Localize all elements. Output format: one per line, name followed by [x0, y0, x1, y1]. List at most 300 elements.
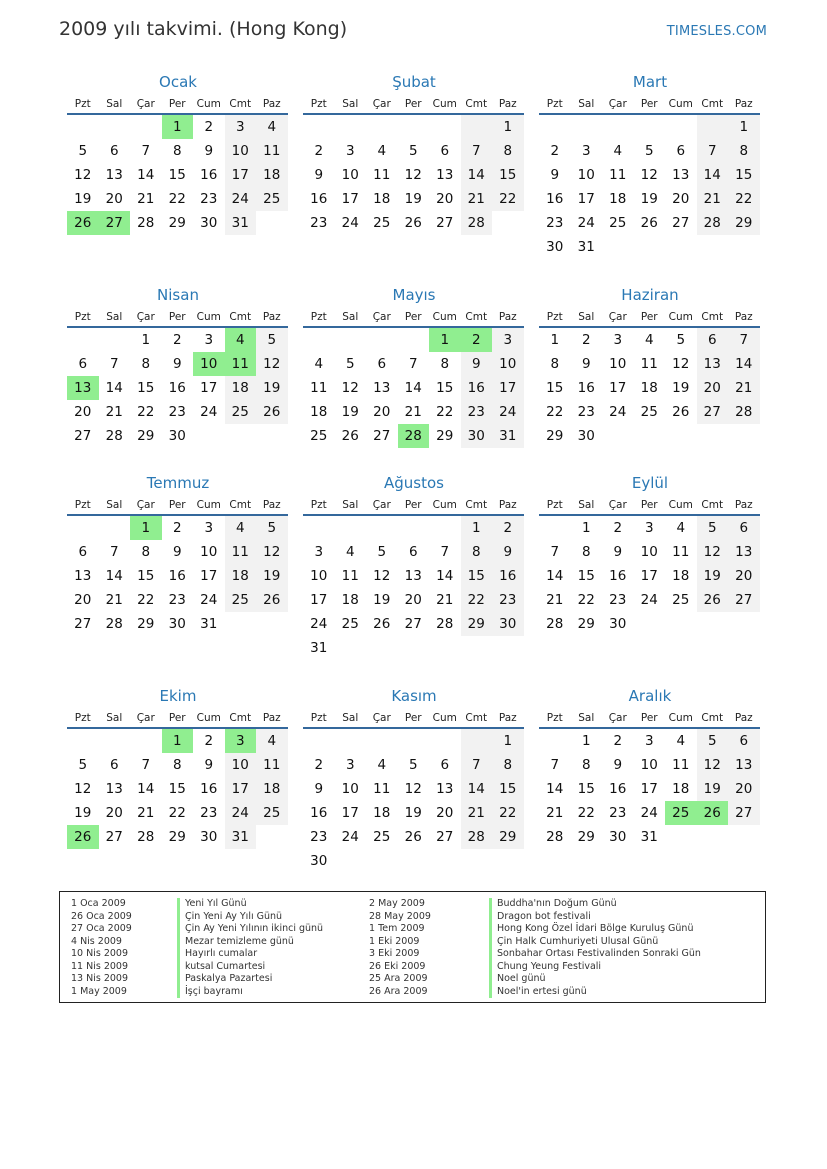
- day-cell: 25: [373, 215, 391, 231]
- legend-dates-col-1: [71, 898, 132, 998]
- day-cell: 30: [546, 239, 564, 255]
- legend-date: 4 Nis 2009: [71, 935, 122, 947]
- day-cell: 27: [74, 428, 92, 444]
- weekday-label: Sal: [106, 311, 123, 323]
- day-cell: 3: [644, 520, 654, 536]
- weekday-label: Per: [640, 311, 658, 323]
- day-cell: 7: [141, 757, 151, 773]
- day-grid: [303, 115, 524, 235]
- day-cell: 26: [404, 829, 422, 845]
- day-cell: 4: [676, 733, 686, 749]
- legend-date: 26 Oca 2009: [71, 910, 132, 922]
- day-cell: 1: [581, 520, 591, 536]
- day-cell: 1: [550, 332, 560, 348]
- day-cell: 24: [640, 805, 658, 821]
- month-3: [539, 71, 760, 259]
- day-cell: 18: [373, 191, 391, 207]
- day-cell: 27: [436, 215, 454, 231]
- empty-day-cell: [461, 729, 493, 753]
- weekday-label: Per: [640, 98, 658, 110]
- day-grid: [67, 328, 288, 448]
- day-cell: 15: [168, 167, 186, 183]
- month-1: [67, 71, 288, 235]
- day-cell: 26: [256, 588, 288, 612]
- legend-holiday-name: Sonbahar Ortası Festivalinden Sonraki Gün: [489, 948, 701, 961]
- day-cell: 23: [609, 805, 627, 821]
- day-cell: 3: [613, 332, 623, 348]
- weekday-label: Çar: [608, 311, 627, 323]
- weekday-label: Cmt: [229, 311, 252, 323]
- day-cell: 23: [492, 588, 524, 612]
- weekday-label: Paz: [734, 98, 753, 110]
- day-cell: 26: [373, 616, 391, 632]
- weekday-label: Pzt: [310, 499, 327, 511]
- day-grid: [539, 115, 760, 259]
- weekday-label: Paz: [734, 499, 753, 511]
- day-cell: 5: [408, 143, 418, 159]
- day-cell: 4: [345, 544, 355, 560]
- day-cell: 18: [225, 564, 257, 588]
- weekday-label: Per: [640, 499, 658, 511]
- day-cell: 31: [225, 211, 257, 235]
- day-cell: 19: [697, 777, 729, 801]
- day-cell: 12: [74, 781, 92, 797]
- day-cell: 12: [640, 167, 658, 183]
- day-cell: 28: [137, 215, 155, 231]
- day-cell: 7: [550, 757, 560, 773]
- day-cell: 5: [345, 356, 355, 372]
- day-cell: 29: [168, 215, 186, 231]
- day-cell: 19: [256, 376, 288, 400]
- holiday-day-cell: 25: [665, 801, 697, 825]
- day-cell: 20: [728, 564, 760, 588]
- legend-holiday-name: Yeni Yıl Günü: [177, 898, 323, 911]
- month-2: [303, 71, 524, 235]
- day-cell: 13: [404, 568, 422, 584]
- day-cell: 14: [546, 568, 564, 584]
- month-name: Haziran: [621, 286, 679, 304]
- weekday-label: Paz: [262, 712, 281, 724]
- holiday-day-cell: 4: [225, 328, 257, 352]
- empty-day-cell: [634, 115, 666, 139]
- day-cell: 14: [105, 380, 123, 396]
- day-cell: 15: [461, 564, 493, 588]
- day-cell: 3: [345, 143, 355, 159]
- empty-day-cell: [99, 729, 131, 753]
- weekday-label: Sal: [578, 712, 595, 724]
- legend-holiday-name: İşçi bayramı: [177, 986, 323, 999]
- day-cell: 8: [172, 143, 182, 159]
- site-link[interactable]: TIMESLES.COM: [666, 24, 767, 39]
- day-cell: 25: [225, 588, 257, 612]
- weekday-label: Paz: [734, 311, 753, 323]
- month-name: Aralık: [628, 687, 672, 705]
- empty-day-cell: [697, 115, 729, 139]
- day-cell: 19: [341, 404, 359, 420]
- day-cell: 15: [492, 163, 524, 187]
- day-cell: 29: [546, 428, 564, 444]
- empty-day-cell: [602, 115, 634, 139]
- day-cell: 31: [577, 239, 595, 255]
- day-cell: 15: [137, 568, 155, 584]
- day-cell: 10: [640, 544, 658, 560]
- day-cell: 13: [105, 167, 123, 183]
- weekday-header: [67, 707, 288, 729]
- day-cell: 5: [256, 516, 288, 540]
- weekday-label: Sal: [342, 712, 359, 724]
- empty-day-cell: [99, 516, 131, 540]
- day-cell: 24: [341, 829, 359, 845]
- day-cell: 2: [204, 119, 214, 135]
- day-cell: 15: [168, 781, 186, 797]
- day-cell: 21: [546, 805, 564, 821]
- day-cell: 7: [550, 544, 560, 560]
- day-cell: 7: [728, 328, 760, 352]
- day-cell: 8: [141, 356, 151, 372]
- legend-holiday-name: Chung Yeung Festivali: [489, 961, 701, 974]
- day-cell: 12: [697, 753, 729, 777]
- day-cell: 27: [74, 616, 92, 632]
- day-cell: 13: [74, 568, 92, 584]
- legend-holiday-name: Mezar temizleme günü: [177, 936, 323, 949]
- day-cell: 13: [728, 753, 760, 777]
- day-cell: 16: [577, 380, 595, 396]
- day-cell: 11: [310, 380, 328, 396]
- legend-date: 28 May 2009: [369, 910, 431, 922]
- day-cell: 20: [74, 404, 92, 420]
- day-grid: [67, 115, 288, 235]
- day-cell: 22: [137, 404, 155, 420]
- legend-date: 1 Tem 2009: [369, 923, 425, 934]
- day-cell: 27: [373, 428, 391, 444]
- holiday-day-cell: 3: [225, 729, 257, 753]
- day-cell: 31: [310, 640, 328, 656]
- weekday-header: [539, 494, 760, 516]
- day-cell: 24: [609, 404, 627, 420]
- weekday-label: Cum: [668, 499, 693, 511]
- empty-day-cell: [99, 328, 131, 352]
- day-cell: 29: [436, 428, 454, 444]
- day-cell: 24: [492, 400, 524, 424]
- weekday-label: Cmt: [229, 712, 252, 724]
- month-name: Kasım: [391, 687, 437, 705]
- legend-date: 13 Nis 2009: [71, 973, 128, 984]
- holiday-day-cell: 28: [398, 424, 430, 448]
- day-cell: 28: [546, 616, 564, 632]
- weekday-label: Pzt: [74, 311, 91, 323]
- weekday-label: Cmt: [701, 499, 724, 511]
- day-cell: 21: [697, 187, 729, 211]
- empty-day-cell: [429, 729, 461, 753]
- empty-day-cell: [335, 115, 367, 139]
- month-6: [539, 284, 760, 448]
- holiday-day-cell: 26: [697, 801, 729, 825]
- day-cell: 19: [404, 805, 422, 821]
- day-cell: 21: [728, 376, 760, 400]
- day-cell: 17: [200, 568, 218, 584]
- day-cell: 24: [640, 592, 658, 608]
- empty-day-cell: [335, 729, 367, 753]
- day-cell: 14: [105, 568, 123, 584]
- day-cell: 17: [577, 191, 595, 207]
- day-cell: 10: [310, 568, 328, 584]
- day-cell: 21: [436, 592, 454, 608]
- day-cell: 15: [577, 781, 595, 797]
- day-cell: 12: [341, 380, 359, 396]
- day-cell: 1: [581, 733, 591, 749]
- weekday-label: Paz: [498, 712, 517, 724]
- month-5: [303, 284, 524, 448]
- weekday-label: Cum: [432, 98, 457, 110]
- weekday-label: Sal: [578, 499, 595, 511]
- day-cell: 14: [404, 380, 422, 396]
- day-cell: 25: [225, 400, 257, 424]
- day-cell: 14: [461, 777, 493, 801]
- month-name: Mart: [632, 73, 668, 91]
- day-cell: 20: [436, 191, 454, 207]
- day-cell: 23: [200, 805, 218, 821]
- legend-date: 1 Oca 2009: [71, 898, 126, 909]
- legend-holiday-name: Çin Ay Yeni Yılının ikinci günü: [177, 923, 323, 936]
- day-cell: 8: [550, 356, 560, 372]
- day-cell: 27: [105, 829, 123, 845]
- day-cell: 27: [728, 801, 760, 825]
- weekday-header: [67, 306, 288, 328]
- weekday-label: Per: [404, 712, 422, 724]
- legend-dates-col-2: [369, 898, 431, 998]
- day-cell: 19: [74, 805, 92, 821]
- weekday-label: Cum: [432, 311, 457, 323]
- legend-date: 1 Eki 2009: [369, 935, 420, 947]
- holiday-day-cell: 2: [461, 328, 493, 352]
- day-cell: 1: [492, 729, 524, 753]
- day-cell: 8: [492, 753, 524, 777]
- day-cell: 5: [697, 729, 729, 753]
- day-cell: 31: [492, 424, 524, 448]
- weekday-header: [539, 707, 760, 729]
- day-cell: 19: [640, 191, 658, 207]
- legend-holiday-name: Noel'in ertesi günü: [489, 986, 701, 999]
- day-cell: 20: [436, 805, 454, 821]
- day-cell: 23: [609, 592, 627, 608]
- day-cell: 29: [137, 616, 155, 632]
- weekday-label: Pzt: [74, 712, 91, 724]
- day-cell: 1: [728, 115, 760, 139]
- legend-holiday-name: Hong Kong Özel İdari Bölge Kuruluş Günü: [489, 923, 701, 936]
- day-cell: 9: [550, 167, 560, 183]
- empty-day-cell: [398, 328, 430, 352]
- day-cell: 9: [613, 544, 623, 560]
- day-cell: 26: [404, 215, 422, 231]
- day-cell: 18: [672, 781, 690, 797]
- day-cell: 3: [314, 544, 324, 560]
- day-cell: 13: [672, 167, 690, 183]
- day-cell: 15: [492, 777, 524, 801]
- weekday-label: Cum: [196, 712, 221, 724]
- day-cell: 20: [404, 592, 422, 608]
- day-cell: 30: [200, 829, 218, 845]
- empty-day-cell: [67, 328, 99, 352]
- day-cell: 24: [310, 616, 328, 632]
- day-cell: 30: [492, 612, 524, 636]
- empty-day-cell: [366, 516, 398, 540]
- day-cell: 7: [461, 753, 493, 777]
- day-cell: 17: [225, 777, 257, 801]
- day-cell: 15: [137, 380, 155, 396]
- day-cell: 29: [168, 829, 186, 845]
- day-cell: 26: [341, 428, 359, 444]
- day-cell: 21: [546, 592, 564, 608]
- month-10: [67, 685, 288, 849]
- day-cell: 6: [109, 757, 119, 773]
- day-cell: 6: [697, 328, 729, 352]
- holiday-day-cell: 1: [162, 115, 194, 139]
- weekday-label: Paz: [498, 499, 517, 511]
- day-grid: [67, 729, 288, 849]
- day-cell: 11: [609, 167, 627, 183]
- day-cell: 25: [672, 592, 690, 608]
- day-cell: 10: [609, 356, 627, 372]
- day-cell: 6: [78, 356, 88, 372]
- day-cell: 1: [461, 516, 493, 540]
- day-cell: 13: [436, 167, 454, 183]
- day-cell: 7: [697, 139, 729, 163]
- day-cell: 16: [200, 781, 218, 797]
- empty-day-cell: [398, 729, 430, 753]
- weekday-label: Pzt: [310, 98, 327, 110]
- weekday-header: [303, 93, 524, 115]
- holiday-day-cell: 27: [99, 211, 131, 235]
- weekday-label: Sal: [342, 311, 359, 323]
- weekday-label: Cmt: [465, 311, 488, 323]
- day-cell: 18: [310, 404, 328, 420]
- holiday-day-cell: 13: [67, 376, 99, 400]
- day-cell: 4: [644, 332, 654, 348]
- day-cell: 9: [581, 356, 591, 372]
- day-cell: 20: [74, 592, 92, 608]
- day-cell: 30: [461, 424, 493, 448]
- day-cell: 19: [256, 564, 288, 588]
- empty-day-cell: [130, 729, 162, 753]
- day-cell: 22: [728, 187, 760, 211]
- weekday-label: Pzt: [74, 499, 91, 511]
- day-cell: 30: [577, 428, 595, 444]
- weekday-label: Çar: [608, 98, 627, 110]
- empty-day-cell: [461, 115, 493, 139]
- day-cell: 23: [168, 404, 186, 420]
- day-cell: 3: [492, 328, 524, 352]
- day-cell: 25: [609, 215, 627, 231]
- day-cell: 24: [577, 215, 595, 231]
- day-cell: 4: [256, 115, 288, 139]
- day-cell: 27: [436, 829, 454, 845]
- day-cell: 21: [105, 404, 123, 420]
- day-cell: 5: [377, 544, 387, 560]
- weekday-label: Cum: [668, 712, 693, 724]
- day-cell: 4: [377, 757, 387, 773]
- empty-day-cell: [67, 729, 99, 753]
- day-cell: 6: [676, 143, 686, 159]
- holiday-legend: [59, 891, 766, 1003]
- day-cell: 9: [204, 757, 214, 773]
- day-cell: 6: [728, 729, 760, 753]
- day-cell: 18: [672, 568, 690, 584]
- day-cell: 28: [105, 616, 123, 632]
- day-cell: 28: [728, 400, 760, 424]
- empty-day-cell: [303, 516, 335, 540]
- empty-day-cell: [366, 729, 398, 753]
- day-cell: 23: [310, 829, 328, 845]
- empty-day-cell: [130, 115, 162, 139]
- empty-day-cell: [539, 115, 571, 139]
- day-cell: 19: [697, 564, 729, 588]
- day-cell: 5: [697, 516, 729, 540]
- day-cell: 14: [137, 781, 155, 797]
- day-cell: 8: [141, 544, 151, 560]
- legend-holiday-name: Hayırlı cumalar: [177, 948, 323, 961]
- day-cell: 6: [728, 516, 760, 540]
- holiday-day-cell: 10: [193, 352, 225, 376]
- day-cell: 4: [225, 516, 257, 540]
- day-cell: 23: [168, 592, 186, 608]
- weekday-header: [67, 494, 288, 516]
- day-cell: 16: [310, 805, 328, 821]
- day-cell: 21: [137, 191, 155, 207]
- day-cell: 5: [256, 328, 288, 352]
- month-name: Mayıs: [392, 286, 436, 304]
- month-9: [539, 472, 760, 636]
- weekday-header: [303, 494, 524, 516]
- day-cell: 6: [377, 356, 387, 372]
- legend-date: 27 Oca 2009: [71, 923, 132, 934]
- day-cell: 2: [613, 520, 623, 536]
- day-cell: 26: [256, 400, 288, 424]
- day-cell: 10: [225, 139, 257, 163]
- legend-date: 1 May 2009: [71, 985, 127, 997]
- weekday-label: Per: [404, 499, 422, 511]
- month-11: [303, 685, 524, 873]
- empty-day-cell: [539, 729, 571, 753]
- legend-date: 25 Ara 2009: [369, 973, 428, 984]
- day-cell: 8: [728, 139, 760, 163]
- day-cell: 11: [640, 356, 658, 372]
- day-cell: 22: [546, 404, 564, 420]
- day-cell: 22: [436, 404, 454, 420]
- day-cell: 18: [256, 163, 288, 187]
- day-cell: 1: [492, 115, 524, 139]
- day-cell: 21: [137, 805, 155, 821]
- weekday-label: Pzt: [546, 311, 563, 323]
- day-cell: 16: [310, 191, 328, 207]
- day-grid: [539, 729, 760, 849]
- day-cell: 28: [137, 829, 155, 845]
- day-cell: 6: [408, 544, 418, 560]
- day-cell: 21: [461, 801, 493, 825]
- day-cell: 29: [728, 211, 760, 235]
- day-cell: 22: [492, 187, 524, 211]
- day-cell: 28: [461, 825, 493, 849]
- weekday-label: Pzt: [546, 98, 563, 110]
- empty-day-cell: [335, 516, 367, 540]
- legend-date: 11 Nis 2009: [71, 960, 128, 972]
- day-cell: 18: [341, 592, 359, 608]
- day-cell: 19: [74, 191, 92, 207]
- day-cell: 2: [613, 733, 623, 749]
- day-cell: 3: [644, 733, 654, 749]
- day-cell: 20: [672, 191, 690, 207]
- day-cell: 31: [640, 829, 658, 845]
- day-cell: 17: [492, 376, 524, 400]
